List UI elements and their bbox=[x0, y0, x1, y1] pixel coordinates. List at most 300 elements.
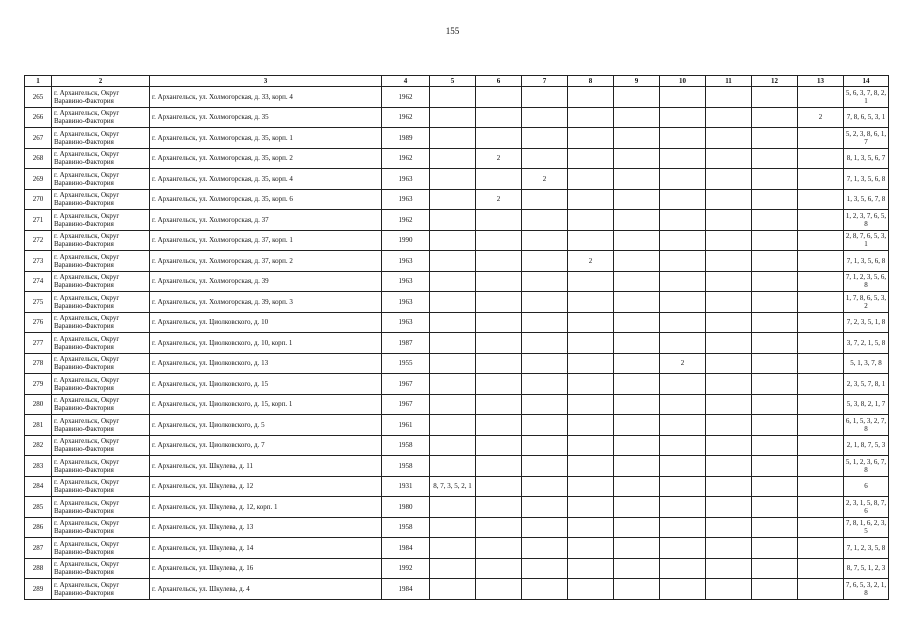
row-number-cell: 289 bbox=[25, 579, 52, 600]
table-row bbox=[25, 230, 889, 251]
district-line: Варавино-Фактория bbox=[54, 547, 114, 556]
value-cell-12 bbox=[752, 517, 798, 538]
table-row bbox=[25, 435, 889, 456]
address-cell: г. Архангельск, ул. Циолковского, д. 10 bbox=[150, 312, 382, 333]
district-line: г. Архангельск, Округ bbox=[54, 375, 120, 384]
value-cell-7 bbox=[522, 148, 568, 169]
codes-cell: 7, 8, 6, 5, 3, 1 bbox=[844, 107, 889, 128]
year-cell: 1958 bbox=[382, 435, 430, 456]
district-line: Варавино-Фактория bbox=[54, 445, 114, 454]
value-cell-5 bbox=[430, 210, 476, 231]
table-row bbox=[25, 169, 889, 190]
value-cell-7 bbox=[522, 251, 568, 272]
value-cell-11 bbox=[706, 374, 752, 395]
value-cell-7 bbox=[522, 230, 568, 251]
table-row bbox=[25, 148, 889, 169]
value-cell-8 bbox=[568, 456, 614, 477]
value-cell-8 bbox=[568, 107, 614, 128]
value-cell-6 bbox=[476, 476, 522, 497]
value-cell-7 bbox=[522, 497, 568, 518]
value-cell-5 bbox=[430, 251, 476, 272]
value-cell-9 bbox=[614, 189, 660, 210]
row-number-cell: 267 bbox=[25, 128, 52, 149]
value-cell-8: 2 bbox=[568, 251, 614, 272]
value-cell-10 bbox=[660, 394, 706, 415]
row-number-cell: 282 bbox=[25, 435, 52, 456]
district-line: Варавино-Фактория bbox=[54, 96, 114, 105]
value-cell-11 bbox=[706, 476, 752, 497]
address-cell: г. Архангельск, ул. Холмогорская, д. 35 bbox=[150, 107, 382, 128]
value-cell-9 bbox=[614, 476, 660, 497]
district-line: Варавино-Фактория bbox=[54, 137, 114, 146]
district-line: г. Архангельск, Округ bbox=[54, 211, 120, 220]
value-cell-12 bbox=[752, 148, 798, 169]
value-cell-5 bbox=[430, 107, 476, 128]
value-cell-7 bbox=[522, 312, 568, 333]
value-cell-5 bbox=[430, 333, 476, 354]
value-cell-10 bbox=[660, 435, 706, 456]
value-cell-11 bbox=[706, 271, 752, 292]
value-cell-11 bbox=[706, 251, 752, 272]
address-cell: г. Архангельск, ул. Холмогорская, д. 37 bbox=[150, 210, 382, 231]
district-line: Варавино-Фактория bbox=[54, 322, 114, 331]
value-cell-6 bbox=[476, 456, 522, 477]
value-cell-6 bbox=[476, 128, 522, 149]
district-line: Варавино-Фактория bbox=[54, 568, 114, 577]
row-number-cell: 280 bbox=[25, 394, 52, 415]
value-cell-7 bbox=[522, 107, 568, 128]
table-row bbox=[25, 292, 889, 313]
row-number-cell: 284 bbox=[25, 476, 52, 497]
district-cell bbox=[52, 148, 150, 169]
codes-cell: 1, 7, 8, 6, 5, 3, 2 bbox=[844, 292, 889, 313]
table-row bbox=[25, 394, 889, 415]
address-cell: г. Архангельск, ул. Шкулева, д. 12 bbox=[150, 476, 382, 497]
district-cell bbox=[52, 271, 150, 292]
row-number-cell: 286 bbox=[25, 517, 52, 538]
value-cell-12 bbox=[752, 476, 798, 497]
value-cell-12 bbox=[752, 497, 798, 518]
value-cell-6 bbox=[476, 579, 522, 600]
value-cell-12 bbox=[752, 353, 798, 374]
table-row bbox=[25, 271, 889, 292]
value-cell-10 bbox=[660, 415, 706, 436]
district-cell bbox=[52, 210, 150, 231]
year-cell: 1931 bbox=[382, 476, 430, 497]
address-cell: г. Архангельск, ул. Шкулева, д. 13 bbox=[150, 517, 382, 538]
row-number-cell: 283 bbox=[25, 456, 52, 477]
district-line: Варавино-Фактория bbox=[54, 424, 114, 433]
year-cell: 1962 bbox=[382, 210, 430, 231]
row-number-cell: 269 bbox=[25, 169, 52, 190]
value-cell-6 bbox=[476, 558, 522, 579]
row-number-cell: 270 bbox=[25, 189, 52, 210]
value-cell-11 bbox=[706, 538, 752, 559]
table-row bbox=[25, 497, 889, 518]
year-cell: 1984 bbox=[382, 538, 430, 559]
district-line: Варавино-Фактория bbox=[54, 506, 114, 515]
value-cell-6: 2 bbox=[476, 148, 522, 169]
address-cell: г. Архангельск, ул. Шкулева, д. 11 bbox=[150, 456, 382, 477]
value-cell-7 bbox=[522, 128, 568, 149]
district-line: Варавино-Фактория bbox=[54, 260, 114, 269]
codes-cell: 7, 1, 3, 5, 6, 8 bbox=[844, 251, 889, 272]
table-row bbox=[25, 517, 889, 538]
value-cell-7 bbox=[522, 435, 568, 456]
value-cell-8 bbox=[568, 87, 614, 108]
value-cell-11 bbox=[706, 189, 752, 210]
district-line: г. Архангельск, Округ bbox=[54, 293, 120, 302]
address-cell: г. Архангельск, ул. Холмогорская, д. 37, корп. 2 bbox=[150, 251, 382, 272]
address-cell: г. Архангельск, ул. Холмогорская, д. 37, корп. 1 bbox=[150, 230, 382, 251]
value-cell-6 bbox=[476, 87, 522, 108]
value-cell-13 bbox=[798, 476, 844, 497]
year-cell: 1963 bbox=[382, 251, 430, 272]
district-cell bbox=[52, 128, 150, 149]
value-cell-11 bbox=[706, 415, 752, 436]
value-cell-11 bbox=[706, 497, 752, 518]
value-cell-13 bbox=[798, 230, 844, 251]
value-cell-13 bbox=[798, 394, 844, 415]
table-row bbox=[25, 189, 889, 210]
value-cell-12 bbox=[752, 374, 798, 395]
value-cell-5 bbox=[430, 374, 476, 395]
value-cell-8 bbox=[568, 497, 614, 518]
value-cell-10 bbox=[660, 538, 706, 559]
value-cell-6 bbox=[476, 230, 522, 251]
district-line: Варавино-Фактория bbox=[54, 240, 114, 249]
value-cell-12 bbox=[752, 415, 798, 436]
value-cell-5 bbox=[430, 353, 476, 374]
value-cell-5 bbox=[430, 128, 476, 149]
data-table bbox=[24, 75, 889, 600]
value-cell-13 bbox=[798, 517, 844, 538]
district-line: Варавино-Фактория bbox=[54, 281, 114, 290]
district-cell bbox=[52, 497, 150, 518]
value-cell-9 bbox=[614, 271, 660, 292]
district-cell bbox=[52, 251, 150, 272]
value-cell-13 bbox=[798, 558, 844, 579]
codes-cell: 5, 3, 8, 2, 1, 7 bbox=[844, 394, 889, 415]
codes-cell: 1, 3, 5, 6, 7, 8 bbox=[844, 189, 889, 210]
table-row bbox=[25, 312, 889, 333]
value-cell-9 bbox=[614, 251, 660, 272]
address-cell: г. Архангельск, ул. Холмогорская, д. 33, корп. 4 bbox=[150, 87, 382, 108]
value-cell-12 bbox=[752, 189, 798, 210]
district-line: г. Архангельск, Округ bbox=[54, 150, 120, 159]
value-cell-11 bbox=[706, 169, 752, 190]
codes-cell: 7, 2, 3, 5, 1, 8 bbox=[844, 312, 889, 333]
value-cell-12 bbox=[752, 251, 798, 272]
value-cell-8 bbox=[568, 271, 614, 292]
table-row bbox=[25, 107, 889, 128]
value-cell-5 bbox=[430, 497, 476, 518]
district-line: г. Архангельск, Округ bbox=[54, 478, 120, 487]
codes-cell: 2, 3, 1, 5, 8, 7, 6 bbox=[844, 497, 889, 518]
value-cell-6 bbox=[476, 251, 522, 272]
district-line: г. Архангельск, Округ bbox=[54, 457, 120, 466]
value-cell-13 bbox=[798, 353, 844, 374]
district-line: Варавино-Фактория bbox=[54, 527, 114, 536]
value-cell-5 bbox=[430, 87, 476, 108]
value-cell-8 bbox=[568, 558, 614, 579]
value-cell-13 bbox=[798, 271, 844, 292]
value-cell-8 bbox=[568, 415, 614, 436]
value-cell-12 bbox=[752, 456, 798, 477]
value-cell-9 bbox=[614, 312, 660, 333]
year-cell: 1967 bbox=[382, 374, 430, 395]
column-header-10: 10 bbox=[660, 76, 706, 87]
row-number-cell: 287 bbox=[25, 538, 52, 559]
district-line: Варавино-Фактория bbox=[54, 465, 114, 474]
value-cell-10 bbox=[660, 558, 706, 579]
value-cell-9 bbox=[614, 230, 660, 251]
value-cell-9 bbox=[614, 292, 660, 313]
value-cell-5 bbox=[430, 415, 476, 436]
value-cell-11 bbox=[706, 128, 752, 149]
value-cell-10 bbox=[660, 517, 706, 538]
value-cell-9 bbox=[614, 517, 660, 538]
value-cell-12 bbox=[752, 312, 798, 333]
table-row bbox=[25, 353, 889, 374]
year-cell: 1963 bbox=[382, 312, 430, 333]
address-cell: г. Архангельск, ул. Холмогорская, д. 35, корп. 6 bbox=[150, 189, 382, 210]
codes-cell: 5, 1, 2, 3, 6, 7, 8 bbox=[844, 456, 889, 477]
year-cell: 1961 bbox=[382, 415, 430, 436]
value-cell-10 bbox=[660, 292, 706, 313]
page-number: 155 bbox=[445, 26, 460, 36]
value-cell-13: 2 bbox=[798, 107, 844, 128]
value-cell-13 bbox=[798, 189, 844, 210]
district-cell bbox=[52, 292, 150, 313]
district-line: Варавино-Фактория bbox=[54, 117, 114, 126]
year-cell: 1962 bbox=[382, 87, 430, 108]
codes-cell: 7, 1, 2, 3, 5, 8 bbox=[844, 538, 889, 559]
value-cell-11 bbox=[706, 517, 752, 538]
column-header-11: 11 bbox=[706, 76, 752, 87]
value-cell-7 bbox=[522, 538, 568, 559]
value-cell-6 bbox=[476, 333, 522, 354]
value-cell-7 bbox=[522, 189, 568, 210]
value-cell-8 bbox=[568, 210, 614, 231]
district-line: г. Архангельск, Округ bbox=[54, 232, 120, 241]
value-cell-11 bbox=[706, 333, 752, 354]
value-cell-9 bbox=[614, 169, 660, 190]
row-number-cell: 288 bbox=[25, 558, 52, 579]
value-cell-11 bbox=[706, 87, 752, 108]
district-cell bbox=[52, 394, 150, 415]
value-cell-11 bbox=[706, 210, 752, 231]
value-cell-9 bbox=[614, 353, 660, 374]
value-cell-5 bbox=[430, 517, 476, 538]
table-row bbox=[25, 210, 889, 231]
value-cell-10 bbox=[660, 230, 706, 251]
year-cell: 1990 bbox=[382, 230, 430, 251]
district-line: Варавино-Фактория bbox=[54, 178, 114, 187]
address-cell: г. Архангельск, ул. Циолковского, д. 7 bbox=[150, 435, 382, 456]
row-number-cell: 285 bbox=[25, 497, 52, 518]
value-cell-12 bbox=[752, 579, 798, 600]
district-line: г. Архангельск, Округ bbox=[54, 580, 120, 589]
district-line: Варавино-Фактория bbox=[54, 199, 114, 208]
value-cell-8 bbox=[568, 333, 614, 354]
year-cell: 1980 bbox=[382, 497, 430, 518]
column-header-3: 3 bbox=[150, 76, 382, 87]
codes-cell: 8, 1, 3, 5, 6, 7 bbox=[844, 148, 889, 169]
value-cell-5 bbox=[430, 558, 476, 579]
year-cell: 1958 bbox=[382, 517, 430, 538]
header-row bbox=[25, 76, 889, 87]
table-row bbox=[25, 128, 889, 149]
value-cell-10 bbox=[660, 189, 706, 210]
value-cell-10 bbox=[660, 210, 706, 231]
district-line: г. Архангельск, Округ bbox=[54, 88, 120, 97]
table-body bbox=[25, 87, 889, 600]
district-line: Варавино-Фактория bbox=[54, 383, 114, 392]
value-cell-12 bbox=[752, 169, 798, 190]
year-cell: 1963 bbox=[382, 189, 430, 210]
district-cell bbox=[52, 456, 150, 477]
district-line: г. Архангельск, Округ bbox=[54, 334, 120, 343]
value-cell-8 bbox=[568, 292, 614, 313]
value-cell-13 bbox=[798, 435, 844, 456]
address-cell: г. Архангельск, ул. Холмогорская, д. 39, корп. 3 bbox=[150, 292, 382, 313]
value-cell-7 bbox=[522, 87, 568, 108]
value-cell-13 bbox=[798, 87, 844, 108]
value-cell-9 bbox=[614, 128, 660, 149]
value-cell-6: 2 bbox=[476, 189, 522, 210]
year-cell: 1992 bbox=[382, 558, 430, 579]
address-cell: г. Архангельск, ул. Циолковского, д. 15, корп. 1 bbox=[150, 394, 382, 415]
year-cell: 1962 bbox=[382, 107, 430, 128]
district-cell bbox=[52, 374, 150, 395]
value-cell-9 bbox=[614, 148, 660, 169]
value-cell-10: 2 bbox=[660, 353, 706, 374]
value-cell-13 bbox=[798, 169, 844, 190]
district-cell bbox=[52, 558, 150, 579]
codes-cell: 8, 7, 5, 1, 2, 3 bbox=[844, 558, 889, 579]
value-cell-5 bbox=[430, 148, 476, 169]
table-row bbox=[25, 87, 889, 108]
table-row bbox=[25, 251, 889, 272]
district-cell bbox=[52, 517, 150, 538]
address-cell: г. Архангельск, ул. Шкулева, д. 4 bbox=[150, 579, 382, 600]
table-row bbox=[25, 538, 889, 559]
column-header-13: 13 bbox=[798, 76, 844, 87]
district-line: Варавино-Фактория bbox=[54, 301, 114, 310]
district-line: г. Архангельск, Округ bbox=[54, 252, 120, 261]
district-line: г. Архангельск, Округ bbox=[54, 191, 120, 200]
column-header-9: 9 bbox=[614, 76, 660, 87]
district-line: г. Архангельск, Округ bbox=[54, 129, 120, 138]
value-cell-11 bbox=[706, 292, 752, 313]
value-cell-8 bbox=[568, 312, 614, 333]
address-cell: г. Архангельск, ул. Шкулева, д. 12, корп. 1 bbox=[150, 497, 382, 518]
codes-cell: 7, 6, 5, 3, 2, 1, 8 bbox=[844, 579, 889, 600]
value-cell-6 bbox=[476, 374, 522, 395]
value-cell-9 bbox=[614, 456, 660, 477]
codes-cell: 1, 2, 3, 7, 6, 5, 8 bbox=[844, 210, 889, 231]
row-number-cell: 278 bbox=[25, 353, 52, 374]
district-line: Варавино-Фактория bbox=[54, 342, 114, 351]
district-cell bbox=[52, 230, 150, 251]
row-number-cell: 266 bbox=[25, 107, 52, 128]
value-cell-13 bbox=[798, 333, 844, 354]
value-cell-8 bbox=[568, 394, 614, 415]
value-cell-5 bbox=[430, 579, 476, 600]
value-cell-10 bbox=[660, 148, 706, 169]
value-cell-6 bbox=[476, 292, 522, 313]
value-cell-12 bbox=[752, 558, 798, 579]
value-cell-13 bbox=[798, 456, 844, 477]
year-cell: 1963 bbox=[382, 292, 430, 313]
codes-cell: 7, 1, 3, 5, 6, 8 bbox=[844, 169, 889, 190]
table-row bbox=[25, 415, 889, 436]
value-cell-13 bbox=[798, 579, 844, 600]
value-cell-13 bbox=[798, 415, 844, 436]
value-cell-10 bbox=[660, 271, 706, 292]
value-cell-9 bbox=[614, 435, 660, 456]
year-cell: 1958 bbox=[382, 456, 430, 477]
value-cell-6 bbox=[476, 415, 522, 436]
address-cell: г. Архангельск, ул. Циолковского, д. 5 bbox=[150, 415, 382, 436]
district-line: Варавино-Фактория bbox=[54, 158, 114, 167]
value-cell-7 bbox=[522, 517, 568, 538]
value-cell-10 bbox=[660, 333, 706, 354]
district-line: г. Архангельск, Округ bbox=[54, 396, 120, 405]
value-cell-7 bbox=[522, 271, 568, 292]
value-cell-8 bbox=[568, 435, 614, 456]
value-cell-8 bbox=[568, 353, 614, 374]
column-header-6: 6 bbox=[476, 76, 522, 87]
address-cell: г. Архангельск, ул. Циолковского, д. 10, корп. 1 bbox=[150, 333, 382, 354]
column-header-8: 8 bbox=[568, 76, 614, 87]
year-cell: 1967 bbox=[382, 394, 430, 415]
codes-cell: 5, 6, 3, 7, 8, 2, 1 bbox=[844, 87, 889, 108]
table-row bbox=[25, 333, 889, 354]
address-cell: г. Архангельск, ул. Шкулева, д. 16 bbox=[150, 558, 382, 579]
table-row bbox=[25, 579, 889, 600]
value-cell-6 bbox=[476, 169, 522, 190]
district-line: Варавино-Фактория bbox=[54, 404, 114, 413]
address-cell: г. Архангельск, ул. Циолковского, д. 13 bbox=[150, 353, 382, 374]
value-cell-10 bbox=[660, 476, 706, 497]
value-cell-13 bbox=[798, 148, 844, 169]
year-cell: 1962 bbox=[382, 148, 430, 169]
row-number-cell: 272 bbox=[25, 230, 52, 251]
district-line: г. Архангельск, Округ bbox=[54, 355, 120, 364]
value-cell-11 bbox=[706, 148, 752, 169]
value-cell-12 bbox=[752, 230, 798, 251]
value-cell-11 bbox=[706, 230, 752, 251]
value-cell-5: 8, 7, 3, 5, 2, 1 bbox=[430, 476, 476, 497]
year-cell: 1984 bbox=[382, 579, 430, 600]
row-number-cell: 276 bbox=[25, 312, 52, 333]
value-cell-13 bbox=[798, 538, 844, 559]
value-cell-10 bbox=[660, 312, 706, 333]
address-cell: г. Архангельск, ул. Холмогорская, д. 35, корп. 2 bbox=[150, 148, 382, 169]
value-cell-12 bbox=[752, 210, 798, 231]
district-line: г. Архангельск, Округ bbox=[54, 498, 120, 507]
value-cell-6 bbox=[476, 271, 522, 292]
value-cell-7: 2 bbox=[522, 169, 568, 190]
district-cell bbox=[52, 353, 150, 374]
value-cell-7 bbox=[522, 333, 568, 354]
value-cell-7 bbox=[522, 476, 568, 497]
value-cell-10 bbox=[660, 107, 706, 128]
value-cell-10 bbox=[660, 456, 706, 477]
value-cell-9 bbox=[614, 497, 660, 518]
